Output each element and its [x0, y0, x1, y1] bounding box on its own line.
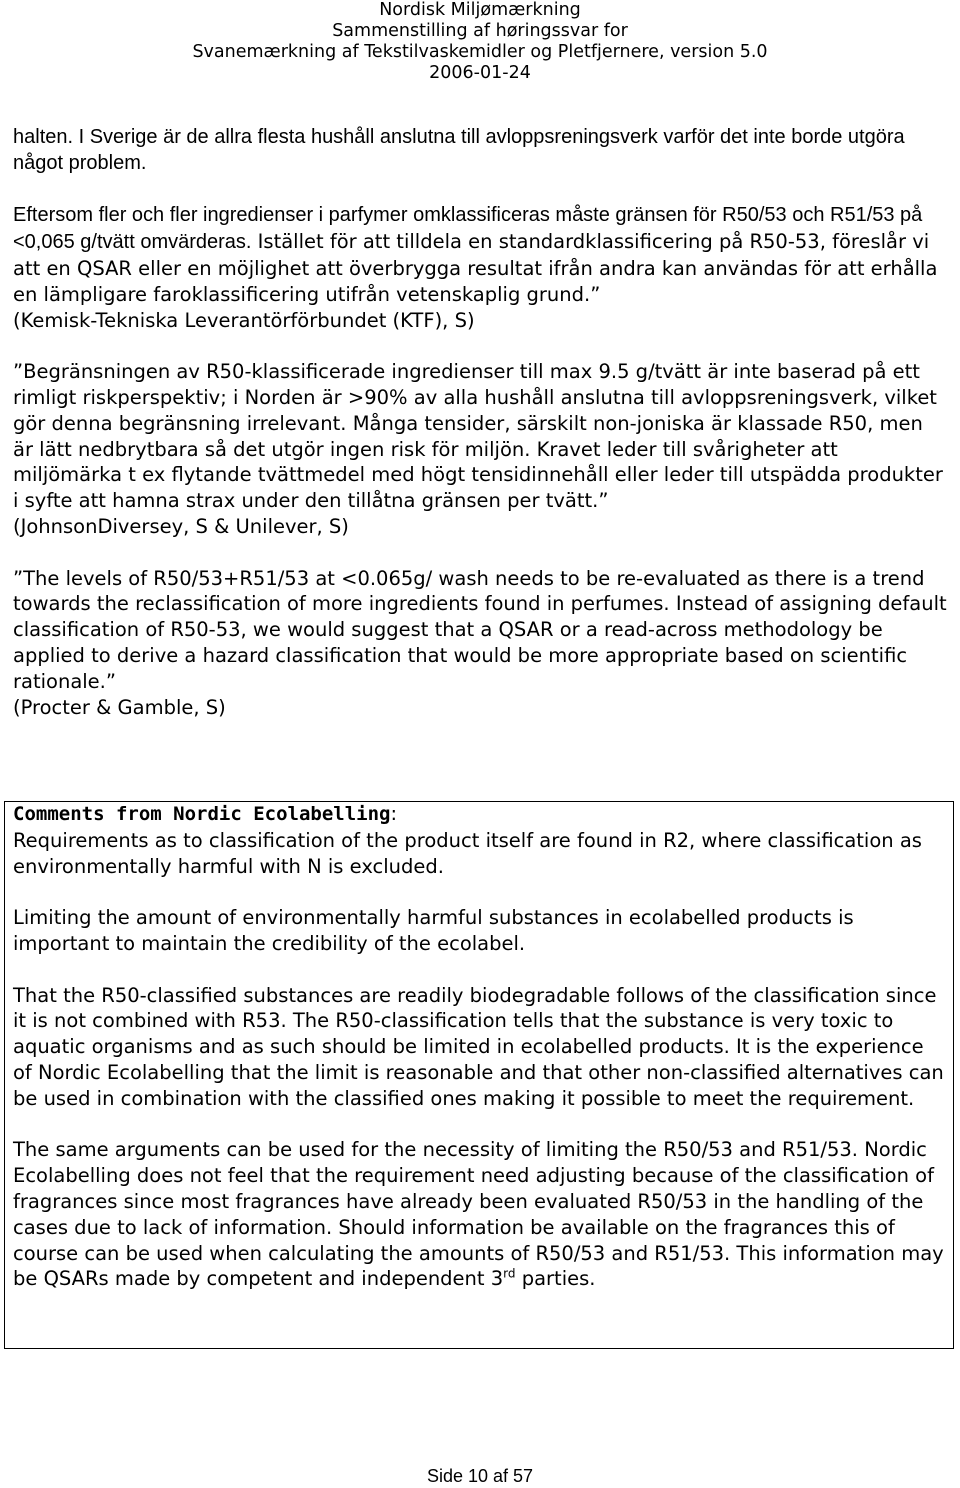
comment-paragraph-3: That the R50-classified substances are readily biodegradable follows of the classification since it is not combined with R53. The R50-classification tells that the substance is very toxic to aquatic organisms and as such should be limited in ecolabelled products. It is the experience of Nordic Ecolabelling that the limit is reasonable and that other non-classified alternatives can be used in combination with the classified ones making it possible to meet the requirement. [13, 983, 944, 1110]
comment-paragraph-2: Limiting the amount of environmentally harmful substances in ecolabelled products is important to maintain the credibility of the ecolabel. [13, 906, 854, 955]
page-number: Side 10 af 57 [426, 1466, 534, 1486]
header-title: Svanemærkning af Tekstilvaskemidler og Pletfjernere, version 5.0 [192, 42, 768, 62]
header-subject: Sammenstilling af høringssvar for [332, 21, 628, 41]
paragraph-halten [13, 125, 948, 177]
comment-paragraph-1: Requirements as to classification of the product itself are found in R2, where classification as environmentally harmful with N is excluded. [13, 828, 922, 878]
comments-heading [13, 801, 948, 828]
paragraph-johnsondiversey-quote: ”Begränsningen av R50-klassificerade ingredienser till max 9.5 g/tvätt är inte baserad på ett rimligt riskperspektiv; i Norden är >90% av alla hushåll anslutna till avloppsreningsverk, vilket gör denna begränsning irrelevant. Många tensider, särskilt non-joniska är klassade R50, men är lätt nedbrytbara så det utgör ingen risk för miljön. Kravet leder till svårigheter att miljömärka t ex flytande tvättmedel med högt tensidinnehåll eller leder till utspädda produkter i syfte att hamna strax under den tillåtna gränsen per tvätt.” [13, 360, 943, 513]
ordinal-superscript: rd [503, 1266, 516, 1281]
header-org: Nordisk Miljømærkning [379, 0, 581, 20]
paragraph-halten-text: halten. I Sverige är de allra flesta hushåll anslutna till avloppsreningsverk varför det inte borde utgöra något problem. [13, 126, 905, 174]
source-johnsondiversey: (JohnsonDiversey, S & Unilever, S) [13, 514, 349, 538]
paragraph-pg-quote: ”The levels of R50/53+R51/53 at <0.065g/ wash needs to be re-evaluated as there is a trend towards the reclassification of more ingredients found in perfumes. Instead of assigning default classification of R50-53, we would suggest that a QSAR or a read-across methodology be applied to derive a hazard classification that would be more appropriate based on scientific rationale.” [13, 566, 947, 693]
source-ktf: (Kemisk-Tekniska Leverantörförbundet (KTF), S) [13, 308, 475, 332]
comment-paragraph-4 [13, 1137, 948, 1292]
page-footer [0, 1466, 960, 1487]
page-header [0, 0, 960, 84]
paragraph-ktf-quote-part2: Istället för att tilldela en standardklassificering på R50-53, föreslår vi att en QSAR eller en möjlighet att överbrygga resultat ifrån andra kan användas för att erhålla en lämpligare faroklassificering utifrån vetenskaplig grund.” [13, 230, 938, 306]
comment-paragraph-4-text: The same arguments can be used for the necessity of limiting the R50/53 and R51/53. Nordic Ecolabelling does not feel that the requirement need adjusting because of the classification of fragrances since most fragrances have already been evaluated R50/53 in the handling of the cases due to lack of information. Should information be available on the fragrances this of course can be used when calculating the amounts of R50/53 and R51/53. This information may be QSARs made by competent and independent 3 [13, 1138, 944, 1291]
paragraph-ktf-quote [13, 202, 948, 307]
document-body [13, 125, 948, 720]
comments-section [13, 801, 948, 1292]
paragraph-ktf-quote-part1: Eftersom fler och fler ingredienser i parfymer omklassificeras måste gränsen för R50/53 och R51/53 på <0,065 g/tvätt omvärderas. [13, 204, 923, 254]
source-pg: (Procter & Gamble, S) [13, 695, 226, 719]
comments-heading-colon: : [390, 802, 398, 825]
comment-paragraph-4-end: parties. [515, 1267, 596, 1291]
header-date: 2006-01-24 [429, 63, 531, 83]
comments-heading-text: Comments from Nordic Ecolabelling [13, 803, 391, 825]
